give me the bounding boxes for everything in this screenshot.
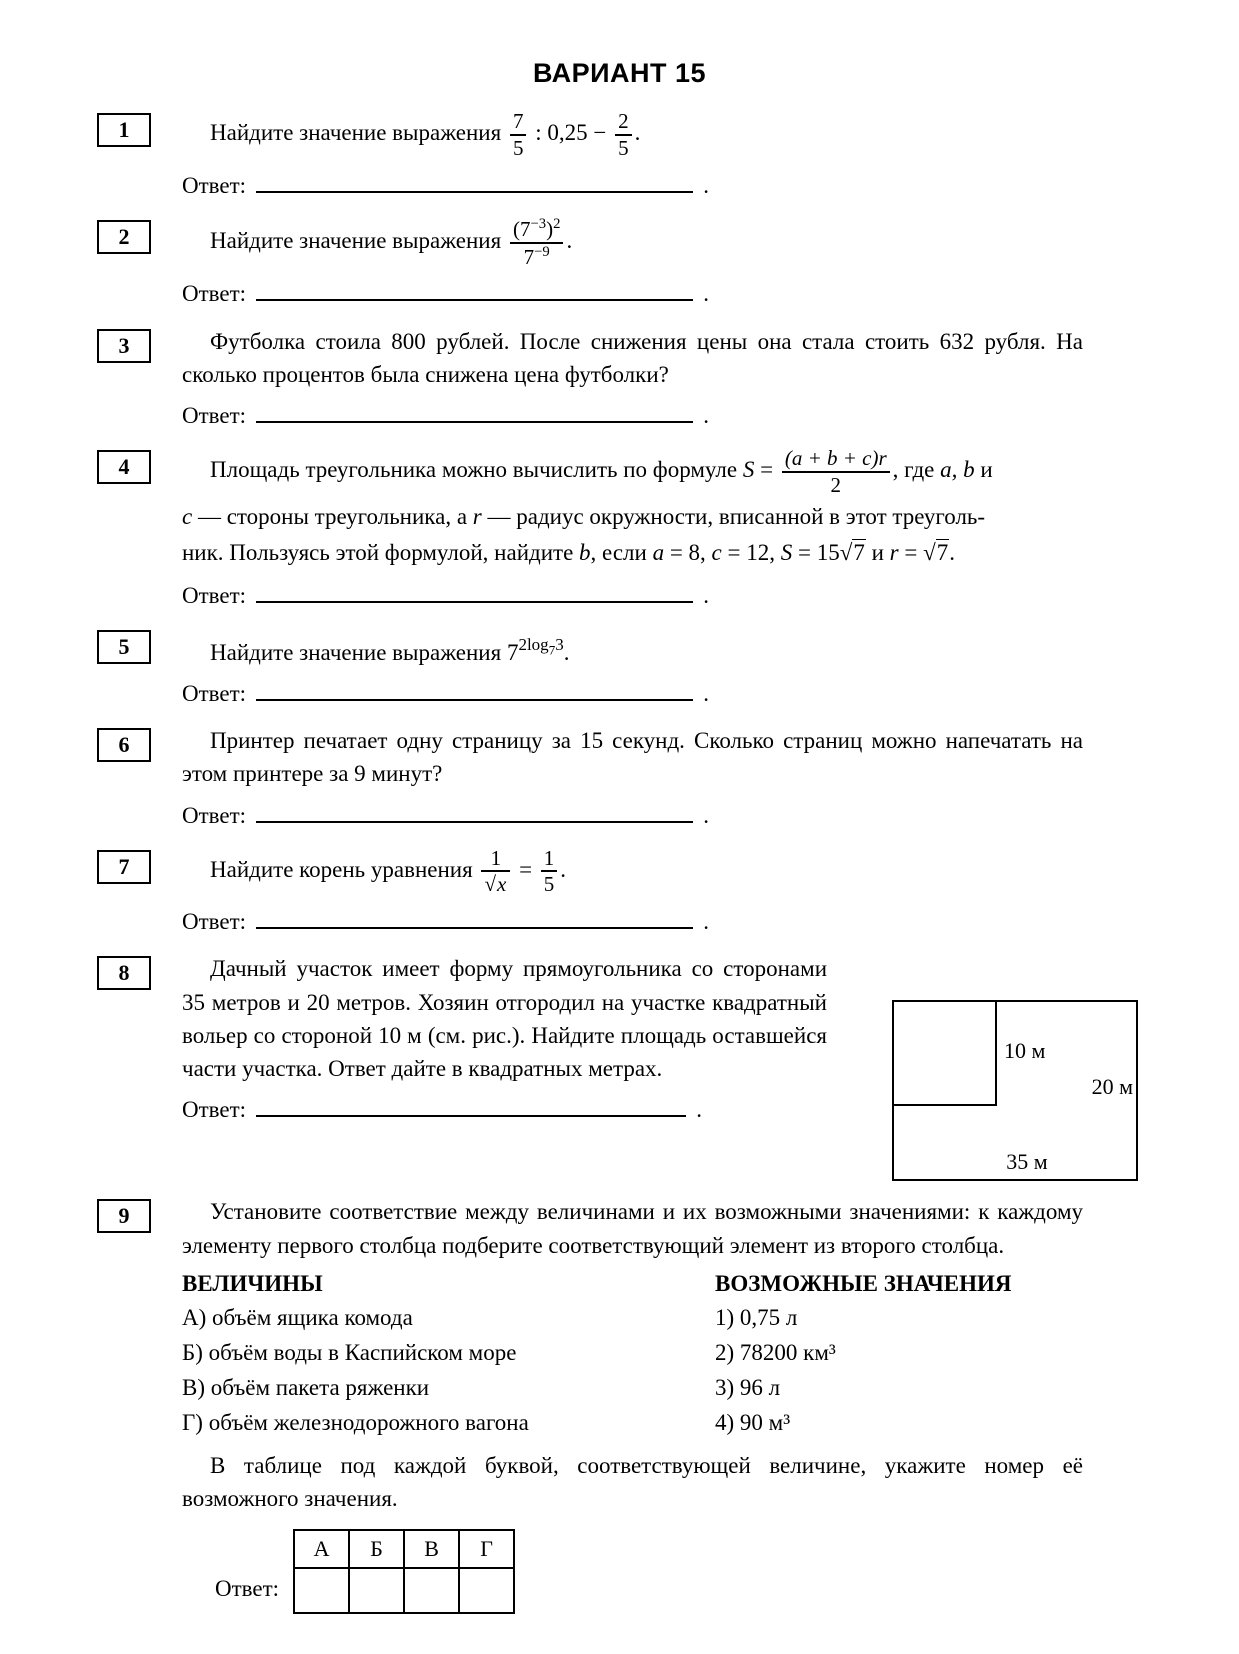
value-item-b: Б) объём воды в Каспийском море [182,1340,517,1366]
fraction [615,109,632,161]
fraction-numerator: 1 [481,846,510,873]
answer-period: . [703,172,709,198]
task-number-box [97,728,151,762]
answer-period: . [703,402,709,428]
task-statement: Принтер печатает одну страницу за 15 секунд. Сколько страниц можно напечатать на этом принтере за 9 минут? [182,728,1083,787]
task-number-box [97,329,151,363]
task-statement [182,216,1083,270]
task-number: 2 [118,223,130,249]
answer-line[interactable] [256,579,693,603]
table-instruction: В таблице под каждой буквой, соответствующей величине, укажите номер её возможного значения. [182,1453,1083,1512]
task-statement-line [182,446,1083,498]
match-row [182,1336,1083,1371]
math-text: : 0,25 − [529,120,613,146]
math-text: , если [590,540,653,566]
match-table [293,1529,515,1614]
math-text: 7 [523,244,535,269]
math-text: — стороны треугольника, а [192,503,473,529]
answer-period: . [696,1097,702,1122]
math-text: . [560,856,567,882]
fraction [510,109,527,161]
task-number-box [97,850,151,884]
task-statement [182,626,1083,669]
answer-line[interactable] [256,169,693,193]
math-text: . [563,639,570,665]
answer-line[interactable] [256,798,693,822]
task-6 [0,724,1239,831]
log-base: 7 [548,642,556,658]
task-8 [0,952,1239,1181]
match-table-header-cell: А [294,1530,349,1568]
answer-period: . [703,681,709,707]
math-text: — радиус окружности, вписанной в этот треуголь- [481,503,986,529]
task-number-box [97,450,151,484]
task-statement [182,109,1083,161]
fraction-denominator [510,244,563,270]
possible-value-3: 3) 96 л [715,1375,781,1401]
answer-label: Ответ: [215,1576,280,1602]
possible-value-4: 4) 90 м³ [715,1410,791,1436]
math-text: и [865,540,890,566]
sqrt-expression [484,871,507,896]
math-text: c [182,503,193,529]
task-number: 1 [118,117,130,142]
answer-row [182,399,709,432]
values-header: ВЕЛИЧИНЫ [182,1270,323,1296]
task-number: 4 [118,454,130,480]
fraction [782,446,890,498]
enclosure-square [892,1000,997,1106]
answer-label: Ответ: [182,281,247,307]
answer-line[interactable] [256,905,693,929]
task-statement: Установите соответствие между величинами и их возможными значениями: к каждому элементу первого столбца подберите соответствующий элемент из второго столбца. [182,1199,1083,1258]
match-table-answer-cell[interactable] [349,1568,404,1613]
match-table-header-cell: Г [459,1530,514,1568]
math-text: 2 [553,215,561,232]
math-text: Найдите корень уравнения [210,856,479,882]
math-text: = [898,540,924,566]
math-text: Найдите значение выражения [210,227,507,253]
fraction-numerator: 2 [615,109,632,136]
task-number-box [97,220,151,254]
math-text: и [974,457,993,483]
math-text: = 15 [792,540,840,566]
answer-label: Ответ: [182,1097,247,1122]
math-text: S [780,540,793,566]
value-item-g: Г) объём железнодорожного вагона [182,1410,529,1436]
answer-label: Ответ: [182,402,247,428]
math-text: a [652,540,665,566]
match-row [182,1371,1083,1406]
answer-line[interactable] [256,399,693,423]
math-text: = 8, [664,540,712,566]
math-text: = [513,856,538,882]
figure-label-20m: 20 м [1091,1074,1133,1100]
fraction [541,846,558,898]
answer-label: Ответ: [182,582,247,608]
math-text: . [949,540,955,566]
task-statement: Дачный участок имеет форму прямоугольника со сторонами 35 метров и 20 метров. Хозяин отгородил на участке квадратный вольер со стороной 10 м (см. рис.). Найдите площадь оставшейся части участка. Ответ дайте в квадратных метрах. [182,956,827,1081]
value-item-v: В) объём пакета ряженки [182,1375,430,1401]
answer-line[interactable] [256,1093,686,1117]
match-table-header-cell: В [404,1530,459,1568]
fraction-numerator: 7 [510,109,527,136]
fraction [481,846,510,898]
task-statement: Футболка стоила 800 рублей. После снижения цены она стала стоить 632 рубля. На сколько процентов была снижена цена футболки? [182,328,1083,387]
fraction-denominator: 2 [830,472,841,497]
answer-row [182,798,709,831]
task-number-box [97,1199,151,1233]
math-text: −3 [530,215,547,232]
fraction-denominator: 5 [512,135,524,160]
fraction-denominator [481,872,510,897]
task-number: 9 [118,1203,130,1229]
answer-row [182,905,709,938]
task-number: 5 [118,633,130,659]
fraction [510,216,563,270]
sqrt-expression [840,539,866,565]
math-text: . [634,120,641,146]
task-1 [0,109,1239,202]
sqrt-expression [923,539,949,565]
math-text: Площадь треугольника можно вычислить по формуле [210,457,743,483]
math-text: r [889,540,899,566]
task-number-box [97,956,151,990]
task-5 [0,626,1239,710]
fraction-denominator: 5 [618,135,629,160]
answer-period: . [703,909,709,935]
answer-label: Ответ: [182,172,247,198]
fraction-numerator [510,216,563,244]
answer-line[interactable] [256,677,693,701]
answer-row [182,1093,702,1126]
math-text: . [566,227,573,253]
answer-label: Ответ: [182,909,247,935]
task-statement [182,846,1083,898]
figure-label-10m: 10 м [1004,1038,1046,1064]
math-text: c [711,540,722,566]
match-table-answer-cell[interactable] [294,1568,349,1613]
fraction-denominator: 5 [543,872,555,897]
math-text: S [742,457,755,483]
math-text: Найдите значение выражения 7 [210,639,519,665]
task-number: 6 [118,732,130,758]
answer-row [182,677,709,710]
match-row [182,1406,1083,1441]
task-statement-line [182,536,1083,571]
math-text: (a + b + c)r [784,446,887,471]
answer-label: Ответ: [182,802,247,828]
math-text: Найдите значение выражения [210,120,507,146]
match-table-answer-cell[interactable] [404,1568,459,1613]
math-text: (7 [512,216,531,241]
fraction-numerator [782,446,890,473]
task-7 [0,846,1239,939]
math-text: , где [892,457,941,483]
match-table-header-cell: Б [349,1530,404,1568]
task-number: 7 [118,853,130,879]
math-text: b [579,540,591,566]
task-2 [0,216,1239,311]
sqrt-radicand: 7 [853,540,865,566]
task-number-box [97,630,151,664]
match-row [182,1301,1083,1336]
exponent-text: 3 [555,634,564,654]
possible-values-header: ВОЗМОЖНЫЕ ЗНАЧЕНИЯ [715,1270,1012,1296]
task-statement-line [182,500,1083,535]
task-9 [0,1195,1239,1614]
page-title: ВАРИАНТ 15 [532,58,707,88]
possible-value-1: 1) 0,75 л [715,1305,798,1331]
answer-row [182,277,709,310]
answer-period: . [703,281,709,307]
math-text: −9 [534,243,550,260]
math-text: = [754,457,779,483]
task-number-box [97,113,151,147]
task-number: 8 [118,960,130,986]
possible-value-2: 2) 78200 км³ [715,1340,836,1366]
sqrt-radicand: x [496,872,507,897]
answer-table-row [215,1529,1083,1614]
exponent-text: 2log [518,634,549,654]
math-text: a, b [940,457,975,483]
task8-figure [892,1000,1138,1181]
answer-period: . [703,802,709,828]
answer-line[interactable] [256,277,693,301]
match-table-answer-cell[interactable] [459,1568,514,1613]
value-item-a: А) объём ящика комода [182,1305,413,1331]
fraction-numerator: 1 [541,846,558,873]
math-text: = 12, [721,540,781,566]
answer-row [182,579,709,612]
answer-row [182,169,709,202]
math-text: r [472,503,482,529]
answer-period: . [703,582,709,608]
power-exponent [518,634,564,658]
figure-label-35m: 35 м [1006,1149,1048,1175]
sqrt-radicand: 7 [936,540,949,566]
task-3 [0,325,1239,432]
task-number: 3 [118,332,130,358]
math-text: ) [546,216,554,241]
math-text: ник. Пользуясь этой формулой, найдите [182,540,580,566]
task-4 [0,446,1239,612]
answer-label: Ответ: [182,681,247,707]
